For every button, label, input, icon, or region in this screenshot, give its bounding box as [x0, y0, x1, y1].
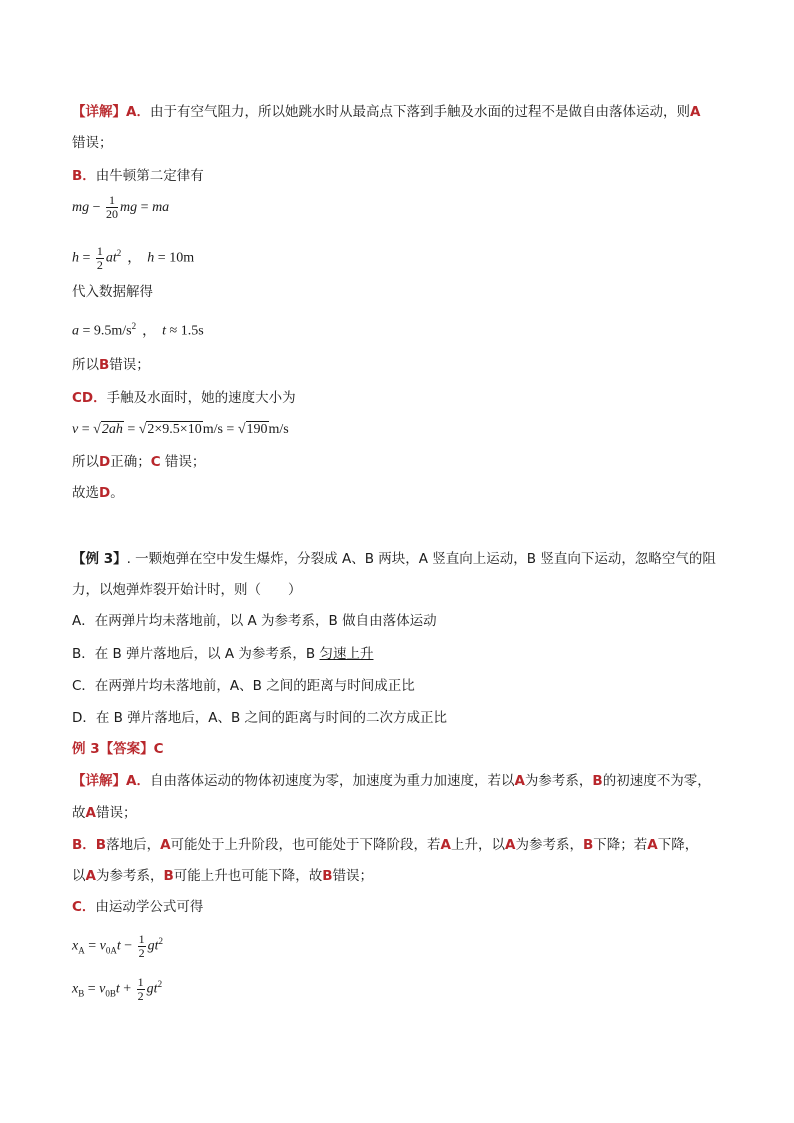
eq-op: +	[119, 981, 135, 997]
eq-val: = 10m	[154, 250, 195, 266]
eq-op: =	[78, 422, 94, 437]
fraction	[137, 976, 145, 1003]
answer-tag: 【答案】	[99, 741, 154, 757]
text: 错误；	[95, 805, 137, 821]
equation-xb	[72, 969, 162, 1008]
frac-den: 2	[137, 988, 144, 1003]
eq-term: gt	[147, 938, 159, 954]
text: 自由落体运动的物体初速度为零，加速度为重力加速度，若以	[149, 773, 515, 789]
ref: A	[85, 868, 96, 884]
text: 上升，以	[451, 837, 505, 853]
fraction	[138, 933, 146, 960]
text: 错误；	[109, 357, 150, 373]
text: B．在 B 弹片落地后，以 A 为参考系，B	[72, 646, 320, 662]
frac-num: 1	[106, 194, 118, 208]
detail1-cd	[72, 389, 296, 407]
equation-newton	[72, 193, 169, 223]
frac-num: 1	[138, 931, 145, 946]
text: 可能上升也可能下降，故	[173, 868, 323, 884]
ref: C	[150, 454, 161, 470]
text: 例 3	[72, 741, 100, 757]
equation-result	[72, 317, 204, 341]
eq-term: t	[116, 938, 121, 954]
ref: B	[582, 837, 594, 853]
ref: A	[647, 837, 658, 853]
ref: D	[99, 485, 111, 501]
detail1-line1	[72, 103, 700, 121]
example-head: 【例 3】	[72, 551, 127, 567]
equation-height	[72, 238, 194, 274]
ref: A	[505, 837, 516, 853]
frac-num: 1	[137, 974, 144, 989]
text: 手触及水面时，她的速度大小为	[106, 390, 296, 406]
detail3-b-line2	[72, 867, 373, 885]
ref: B	[99, 357, 110, 373]
ref: A	[689, 104, 701, 120]
detail3-c	[72, 898, 203, 916]
ref: D	[99, 454, 111, 470]
eq-term: t	[115, 981, 120, 997]
eq-op: −	[89, 200, 105, 215]
text: 错误；	[160, 454, 206, 470]
eq-term: v	[99, 938, 106, 954]
option-label: C．	[72, 899, 96, 915]
option-label: A．	[126, 104, 150, 120]
detail1-d-conclusion	[72, 453, 205, 471]
detail3-line1	[72, 772, 711, 790]
text: 下降，	[657, 837, 699, 853]
text: 以	[72, 868, 86, 884]
eq-op: =	[123, 422, 139, 437]
text: 落地后，	[106, 837, 161, 853]
answer-value: C	[153, 741, 164, 757]
option-label: B．	[72, 837, 96, 853]
ref: A	[160, 837, 171, 853]
example3-option-c: C．在两弹片均未落地前，A、B 之间的距离与时间成正比	[72, 678, 415, 694]
text: 下降；若	[593, 837, 648, 853]
detail1-final	[72, 484, 124, 502]
text: 错误；	[332, 868, 374, 884]
eq-unit: m/s =	[202, 422, 238, 437]
detail1-b	[72, 167, 204, 185]
text: 。	[110, 485, 124, 501]
subscript: A	[78, 945, 85, 956]
eq-op: −	[120, 938, 136, 954]
text: 为参考系，	[515, 837, 583, 853]
eq-term: v	[99, 981, 106, 997]
ref: A	[440, 837, 451, 853]
frac-den: 2	[96, 257, 103, 272]
eq-term: x	[72, 938, 79, 954]
sqrt-body: 2×9.5×10	[147, 422, 202, 437]
detail-tag: 【详解】	[72, 104, 126, 120]
fraction	[96, 245, 104, 272]
sqrt-body: 2ah	[101, 422, 123, 437]
eq-term: x	[72, 981, 79, 997]
exp: 2	[131, 321, 137, 331]
subscript: B	[78, 988, 85, 999]
text: 故选	[72, 485, 99, 501]
detail3-line2	[72, 804, 136, 822]
eq-term: mg	[72, 200, 90, 215]
text: 可能处于上升阶段，也可能处于下降阶段，若	[170, 837, 441, 853]
detail1-line2: 错误；	[72, 135, 113, 151]
text: 为参考系，	[524, 773, 593, 789]
ref: B	[95, 837, 107, 853]
eq-term: ma	[152, 200, 170, 215]
detail-tag: 【详解】	[72, 773, 126, 789]
option-label: A．	[126, 773, 150, 789]
subscript: 0A	[105, 945, 117, 956]
exp: 2	[157, 979, 163, 989]
eq-term: t	[162, 323, 167, 339]
sep: ，	[127, 250, 142, 266]
text: 由牛顿第二定律有	[95, 168, 204, 184]
frac-den: 20	[106, 207, 119, 222]
eq-term: at	[105, 250, 117, 266]
eq-val: = 9.5m/s	[79, 323, 132, 339]
ref: A	[514, 773, 525, 789]
eq-op: =	[84, 981, 100, 997]
eq-op: =	[79, 250, 94, 266]
text: 由运动学公式可得	[95, 899, 204, 915]
ref: B	[592, 773, 603, 789]
fraction	[106, 194, 118, 221]
frac-den: 2	[138, 945, 145, 960]
subscript: 0B	[105, 988, 116, 999]
ref: B	[322, 868, 333, 884]
sqrt-icon: √	[237, 422, 246, 437]
frac-num: 1	[96, 243, 103, 258]
detail1-b-conclusion	[72, 356, 150, 374]
equation-velocity	[72, 421, 289, 439]
example3-answer	[72, 740, 164, 758]
example3-stem-line1	[72, 550, 716, 568]
eq-term: gt	[146, 981, 158, 997]
sqrt-icon: √	[93, 422, 101, 437]
sqrt-body: 190	[246, 422, 268, 437]
ref: A	[85, 805, 96, 821]
ref: B	[163, 868, 174, 884]
eq-val: ≈ 1.5s	[166, 323, 204, 339]
eq-term: mg	[120, 200, 138, 215]
equation-xa	[72, 926, 163, 965]
eq-term: a	[72, 323, 79, 339]
text: 的初速度不为零，	[602, 773, 711, 789]
eq-op: =	[137, 200, 153, 215]
option-label: CD．	[72, 390, 107, 406]
text: 由于有空气阻力，所以她跳水时从最高点下落到手触及水面的过程不是做自由落体运动，则	[149, 104, 690, 120]
exp: 2	[116, 248, 122, 258]
text: 为参考系，	[95, 868, 164, 884]
detail3-b-line1	[72, 836, 698, 854]
detail1-subst: 代入数据解得	[72, 284, 153, 300]
text: 故	[72, 805, 86, 821]
sep: ，	[142, 323, 157, 339]
sqrt-icon: √	[138, 422, 147, 437]
text: 所以	[72, 454, 99, 470]
eq-term: h	[147, 250, 155, 266]
eq-unit: m/s	[268, 422, 289, 437]
text: 正确；	[110, 454, 151, 470]
underlined-text: 匀速上升	[319, 646, 374, 662]
text: . 一颗炮弹在空中发生爆炸，分裂成 A、B 两块，A 竖直向上运动，B 竖直向下运动，忽略空气的阻	[126, 551, 716, 567]
example3-option-a: A．在两弹片均未落地前，以 A 为参考系，B 做自由落体运动	[72, 613, 437, 629]
example3-option-d: D．在 B 弹片落地后，A、B 之间的距离与时间的二次方成正比	[72, 710, 448, 726]
example3-option-b	[72, 645, 373, 663]
text: 所以	[72, 357, 99, 373]
exp: 2	[158, 936, 164, 946]
example3-stem-line2: 力，以炮弹炸裂开始计时，则（ ）	[72, 582, 302, 598]
eq-term: h	[72, 250, 79, 266]
option-label: B．	[72, 168, 96, 184]
eq-op: =	[84, 938, 100, 954]
eq-term: v	[72, 422, 79, 437]
